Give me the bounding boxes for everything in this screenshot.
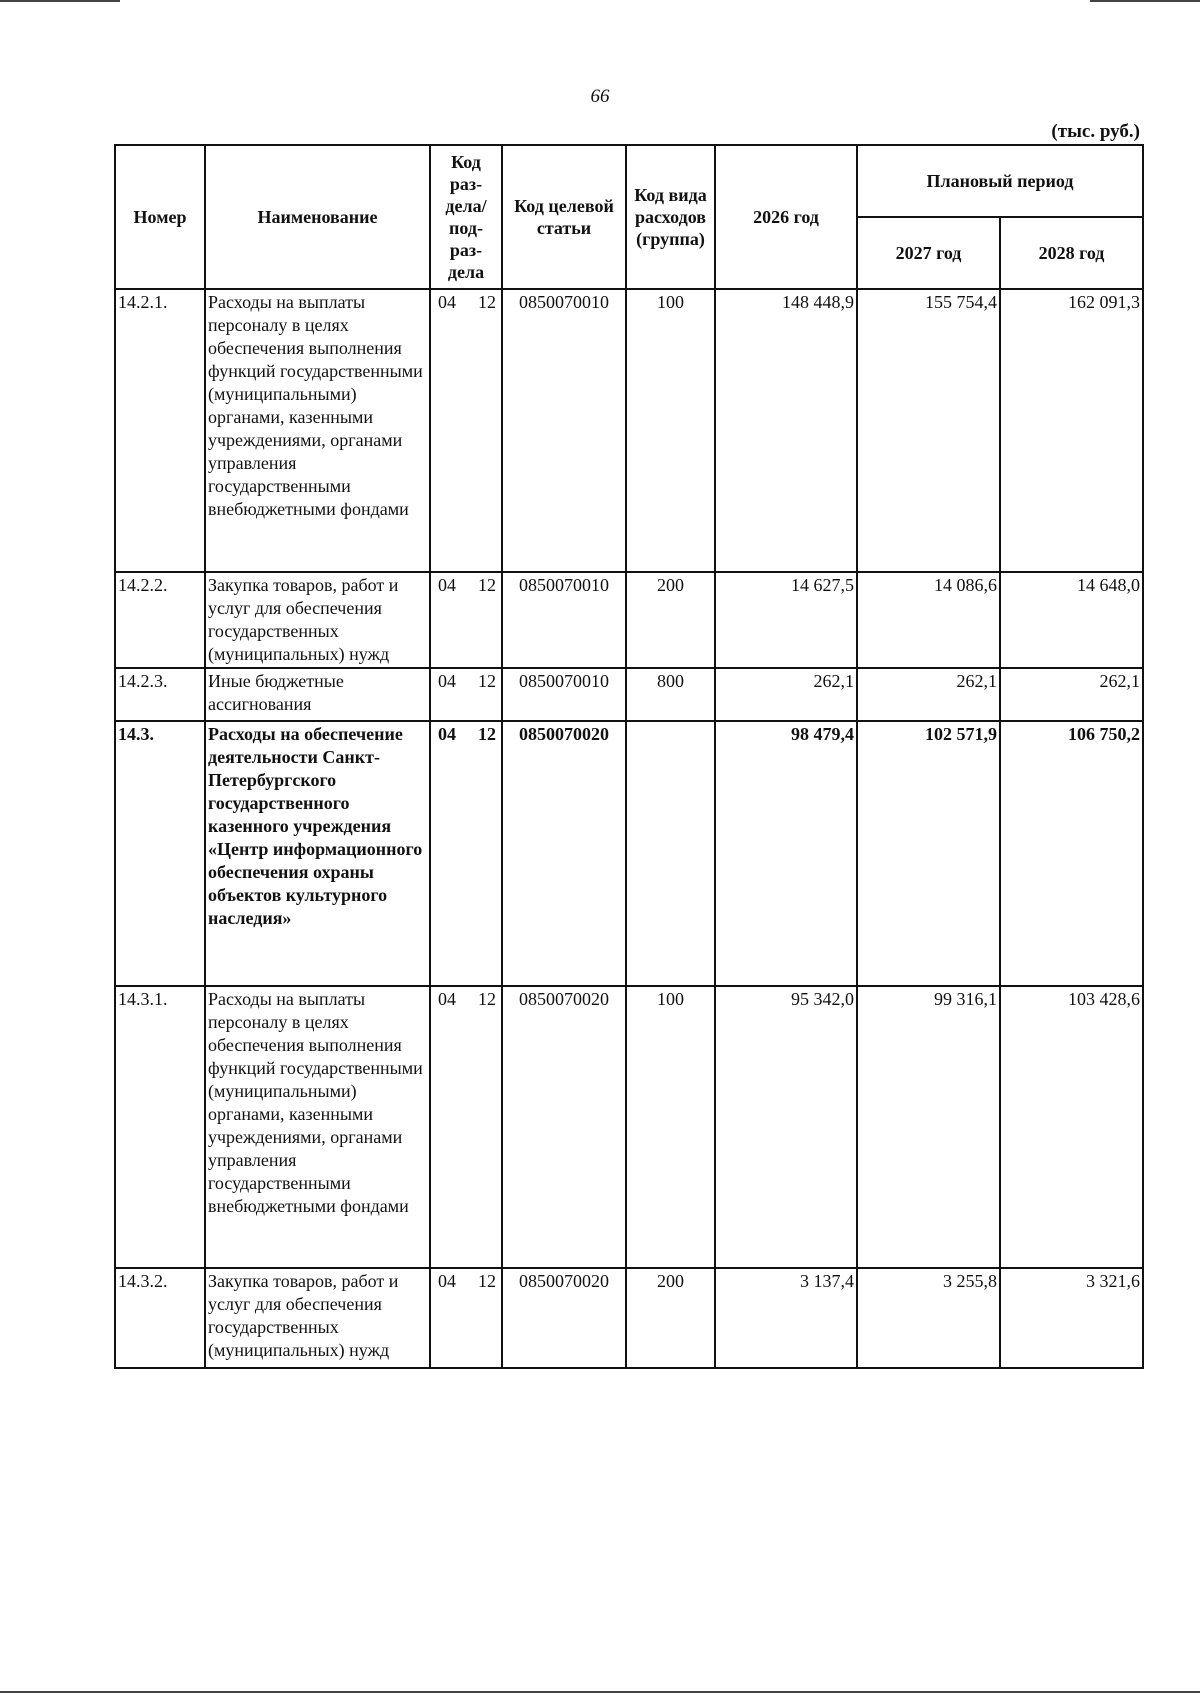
header-section-code: Код раз-дела/ под-раз-дела [430,145,502,289]
row-expense-type: 200 [626,1268,715,1368]
row-expense-type: 800 [626,668,715,721]
table-header [115,145,1143,289]
row-number: 14.3.1. [115,986,205,1268]
section-code: 04 [438,292,456,312]
row-section-code [430,1268,502,1368]
table-row-total [115,721,1143,986]
row-2028: 262,1 [1000,668,1143,721]
table-row [115,986,1143,1268]
row-name: Закупка товаров, работ и услуг для обеспечения государственных (муниципальных) нужд [205,572,430,668]
subsection-code: 12 [478,989,496,1009]
scan-edge-top-right [1090,0,1200,2]
row-2026: 148 448,9 [715,289,857,572]
row-2028: 3 321,6 [1000,1268,1143,1368]
scan-edge-bottom [0,1691,1200,1693]
table-row [115,1268,1143,1368]
units-label: (тыс. руб.) [1051,121,1140,142]
section-code: 04 [438,724,456,744]
row-2026: 98 479,4 [715,721,857,986]
row-2027: 3 255,8 [857,1268,1000,1368]
row-name: Расходы на обеспечение деятельности Санкт-Петербургского государственного казенного учреждения «Центр информационного обеспечения охраны объектов культурного наследия» [205,721,430,986]
row-number: 14.2.2. [115,572,205,668]
row-2028: 103 428,6 [1000,986,1143,1268]
row-2026: 95 342,0 [715,986,857,1268]
section-code: 04 [438,671,456,691]
row-target-code: 0850070010 [502,289,626,572]
row-2028: 162 091,3 [1000,289,1143,572]
row-name: Расходы на выплаты персоналу в целях обеспечения выполнения функций государственными (муниципальными) органами, казенными учреждениями, органами управления государственными внебюджетными фондами [205,986,430,1268]
row-section-code [430,668,502,721]
row-target-code: 0850070010 [502,668,626,721]
header-planning-period: Плановый период [857,145,1143,217]
row-expense-type: 100 [626,986,715,1268]
section-code: 04 [438,1271,456,1291]
row-2027: 155 754,4 [857,289,1000,572]
row-2027: 102 571,9 [857,721,1000,986]
row-name: Иные бюджетные ассигнования [205,668,430,721]
header-target-code: Код целевой статьи [502,145,626,289]
subsection-code: 12 [478,1271,496,1291]
row-target-code: 0850070020 [502,1268,626,1368]
table-row [115,668,1143,721]
row-number: 14.3.2. [115,1268,205,1368]
subsection-code: 12 [478,575,496,595]
row-section-code [430,721,502,986]
subsection-code: 12 [478,724,496,744]
section-code: 04 [438,989,456,1009]
row-section-code [430,289,502,572]
row-2027: 14 086,6 [857,572,1000,668]
table-body [115,289,1143,1368]
row-2028: 14 648,0 [1000,572,1143,668]
row-name: Расходы на выплаты персоналу в целях обеспечения выполнения функций государственными (муниципальными) органами, казенными учреждениями, органами управления государственными внебюджетными фондами [205,289,430,572]
subsection-code: 12 [478,292,496,312]
row-expense-type [626,721,715,986]
row-target-code: 0850070020 [502,721,626,986]
table-row [115,572,1143,668]
table-row [115,289,1143,572]
row-2026: 14 627,5 [715,572,857,668]
page-number: 66 [590,86,610,107]
scan-edge-top-left [0,0,120,2]
row-section-code [430,572,502,668]
header-year-2026: 2026 год [715,145,857,289]
header-expense-type-code: Код вида расходов (группа) [626,145,715,289]
row-2026: 262,1 [715,668,857,721]
section-code: 04 [438,575,456,595]
row-number: 14.2.1. [115,289,205,572]
header-year-2027: 2027 год [857,217,1000,289]
row-number: 14.2.3. [115,668,205,721]
row-expense-type: 100 [626,289,715,572]
row-2028: 106 750,2 [1000,721,1143,986]
row-2027: 99 316,1 [857,986,1000,1268]
row-target-code: 0850070020 [502,986,626,1268]
header-number: Номер [115,145,205,289]
row-name: Закупка товаров, работ и услуг для обеспечения государственных (муниципальных) нужд [205,1268,430,1368]
row-2027: 262,1 [857,668,1000,721]
row-2026: 3 137,4 [715,1268,857,1368]
row-number: 14.3. [115,721,205,986]
budget-table [114,144,1144,1369]
row-section-code [430,986,502,1268]
row-expense-type: 200 [626,572,715,668]
subsection-code: 12 [478,671,496,691]
row-target-code: 0850070010 [502,572,626,668]
header-year-2028: 2028 год [1000,217,1143,289]
header-name: Наименование [205,145,430,289]
